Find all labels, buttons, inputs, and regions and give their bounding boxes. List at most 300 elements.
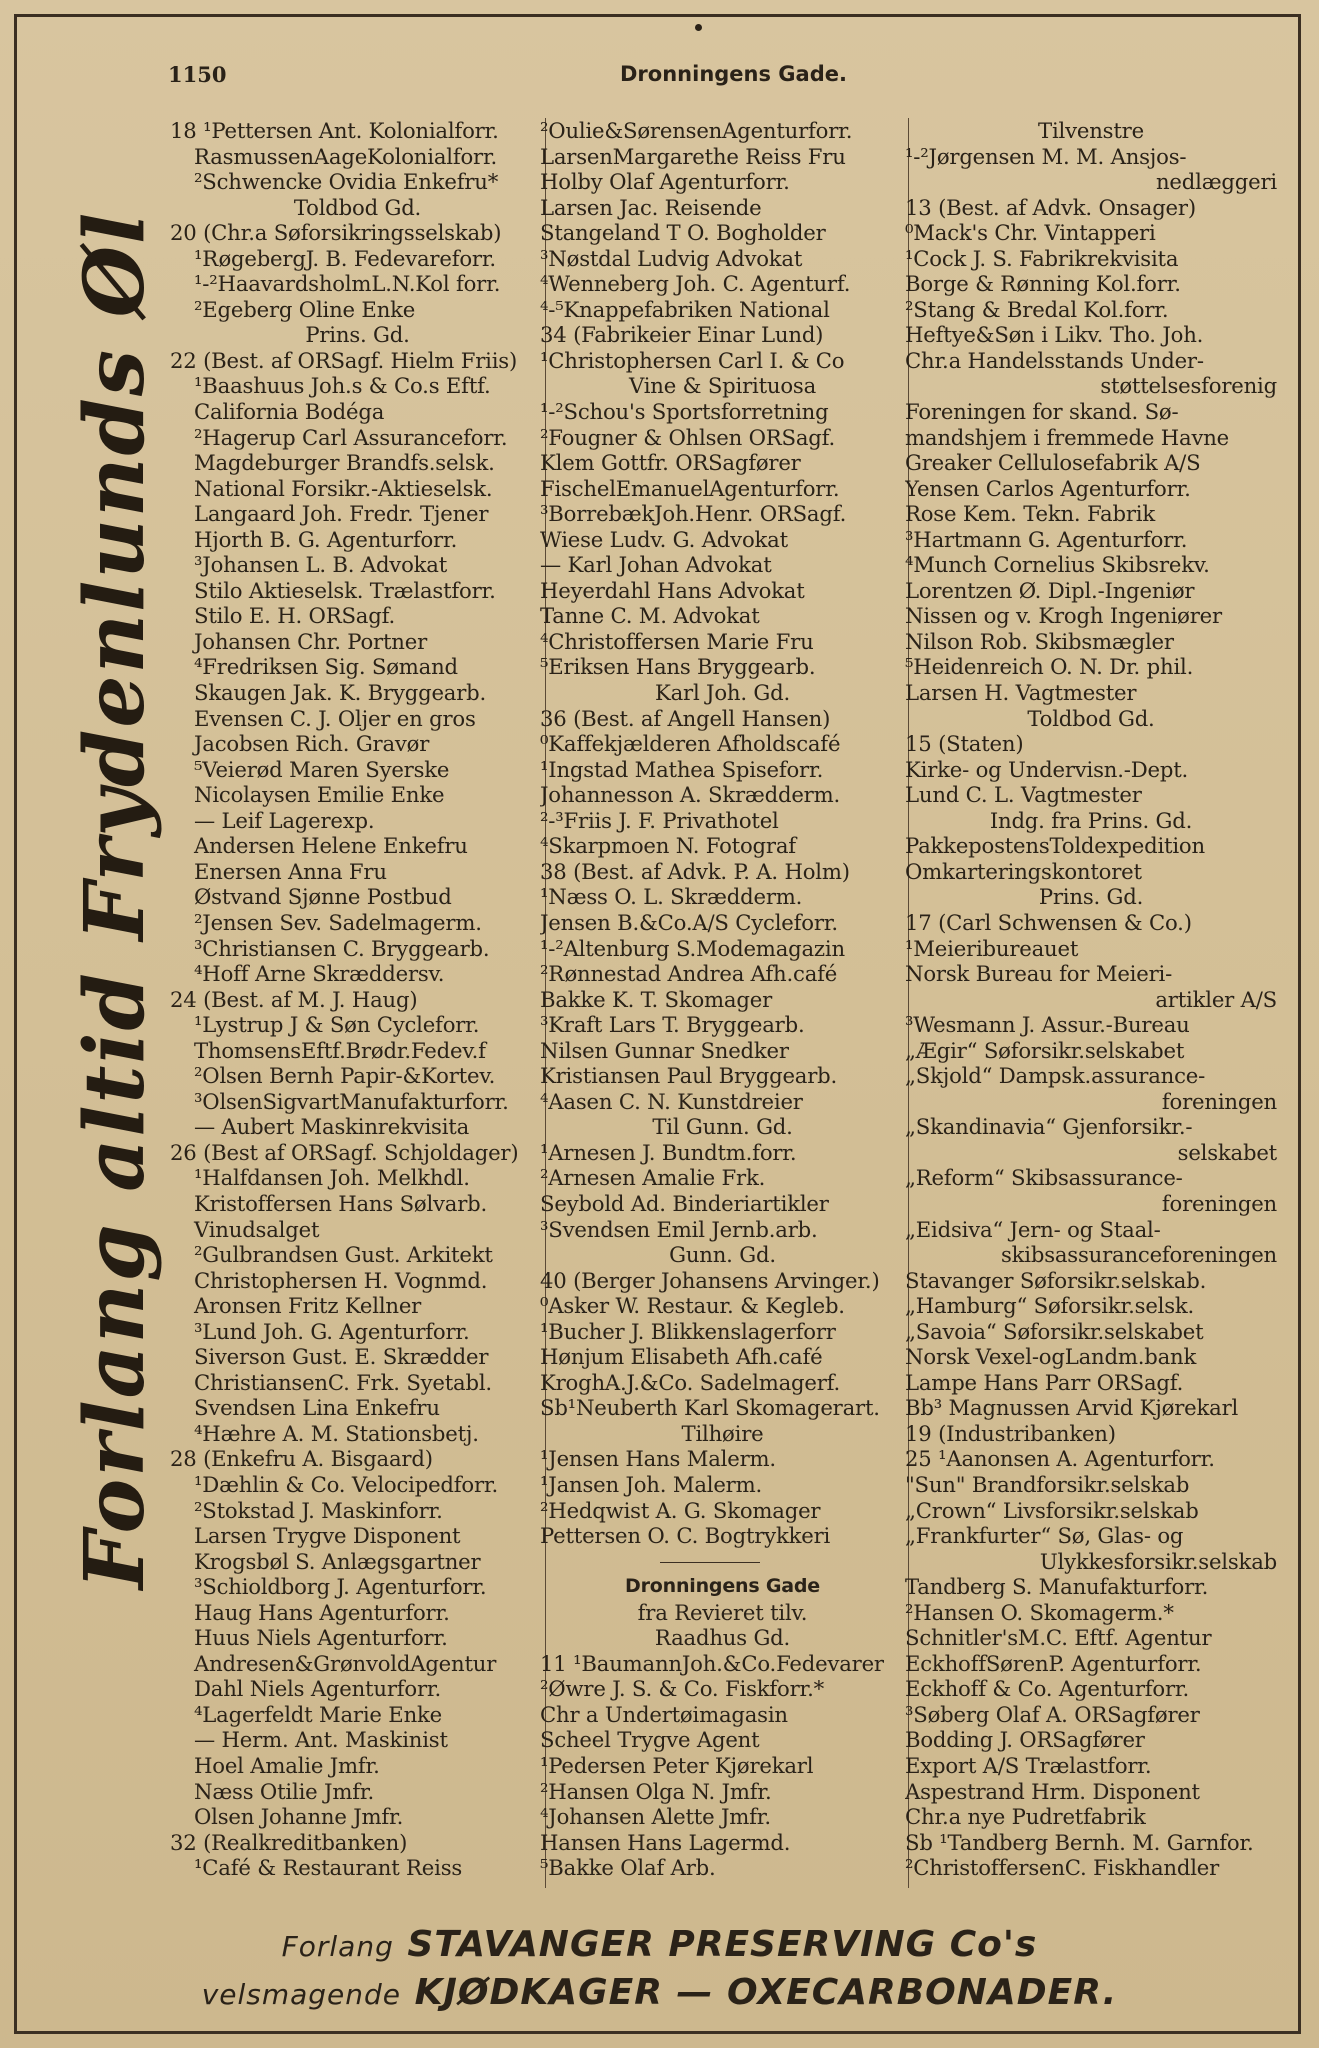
entry-text: ¹Baashuus Joh.s & Co.s Eftf.: [194, 373, 491, 399]
entry-text: fra Revieret tilv.: [637, 1599, 808, 1625]
entry-text: Tilhøire: [681, 1420, 764, 1446]
directory-entry: [905, 1370, 1277, 1396]
entry-text: ⁵Heidenreich O. N. Dr. phil.: [905, 654, 1194, 680]
directory-entry: [905, 118, 1277, 144]
directory-entry: [905, 859, 1277, 885]
directory-entry: [540, 476, 905, 502]
entry-text: Prins. Gd.: [1038, 884, 1144, 910]
directory-entry: [540, 1089, 905, 1115]
entry-text: ²Egeberg Oline Enke: [194, 296, 416, 322]
directory-entry: [905, 552, 1277, 578]
entry-text: Stangeland T O. Bogholder: [540, 220, 826, 246]
entry-text: Bb³ Magnussen Arvid Kjørekarl: [905, 1395, 1239, 1421]
directory-entry: [170, 884, 545, 910]
entry-text: ¹Jensen Hans Malerm.: [540, 1446, 776, 1472]
entry-text: Schnitler'sM.C. Eftf. Agentur: [905, 1625, 1212, 1651]
directory-entry: [540, 757, 905, 783]
entry-text: ²Fougner & Ohlsen ORSagf.: [540, 424, 836, 450]
entry-text: ³Nøstdal Ludvig Advokat: [540, 245, 803, 271]
directory-entry: [905, 629, 1277, 655]
directory-entry: [540, 195, 905, 221]
directory-entry: [905, 1319, 1277, 1345]
directory-entry: [540, 297, 905, 323]
directory-entry: [905, 1063, 1277, 1089]
entry-text: Olsen Johanne Jmfr.: [194, 1804, 404, 1830]
directory-entry: [905, 195, 1277, 221]
directory-entry: [905, 1727, 1277, 1753]
entry-text: Svendsen Lina Enkefru: [194, 1395, 440, 1421]
entry-text: PakkepostensToldexpedition: [905, 833, 1205, 859]
entry-text: Ulykkesforsikr.selskab: [1039, 1548, 1277, 1574]
entry-text: Østvand Sjønne Postbud: [194, 884, 452, 910]
entry-text: ¹Jansen Joh. Malerm.: [540, 1471, 763, 1497]
entry-text: ¹-²HaavardsholmL.N.Kol forr.: [194, 271, 501, 297]
directory-entry: [905, 757, 1277, 783]
directory-entry: [540, 1600, 905, 1626]
directory-entry: [170, 1319, 545, 1345]
directory-entry: [540, 1242, 905, 1268]
directory-entry: [170, 629, 545, 655]
directory-entry: [540, 271, 905, 297]
entry-text: Hjorth B. G. Agenturforr.: [194, 526, 458, 552]
entry-text: ²Schwencke Ovidia Enkefru*: [194, 169, 499, 195]
directory-entry: [540, 782, 905, 808]
entry-text: Lorentzen Ø. Dipl.-Ingeniør: [905, 577, 1195, 603]
directory-entry: [540, 1395, 905, 1421]
directory-entry: [170, 1063, 545, 1089]
directory-entry: [170, 271, 545, 297]
entry-text: Dronningens Gade: [625, 1575, 820, 1598]
entry-text: Toldbod Gd.: [1027, 705, 1155, 731]
entry-text: Toldbod Gd.: [293, 194, 422, 220]
entry-text: 24 (Best. af M. J. Haug): [170, 986, 418, 1012]
directory-entry: [540, 961, 905, 987]
entry-text: ⁰Kaffekjælderen Afholdscafé: [540, 731, 841, 757]
directory-entry: [540, 1498, 905, 1524]
entry-text: FischelEmanuelAgenturforr.: [540, 475, 840, 501]
entry-text: Lampe Hans Parr ORSagf.: [905, 1369, 1184, 1395]
directory-entry: [905, 322, 1277, 348]
entry-text: 19 (Industribanken): [905, 1420, 1116, 1446]
entry-text: ¹Dæhlin & Co. Velocipedforr.: [194, 1471, 499, 1497]
directory-entry: [170, 1268, 545, 1294]
entry-text: ¹Christophersen Carl I. & Co: [540, 347, 845, 373]
directory-entry: [905, 1395, 1277, 1421]
directory-entry: [905, 1855, 1277, 1881]
entry-text: Norsk Bureau for Meieri-: [905, 961, 1173, 987]
entry-text: foreningen: [1161, 1088, 1277, 1114]
directory-entry: [170, 1600, 545, 1626]
directory-entry: [540, 1114, 905, 1140]
entry-text: 40 (Berger Johansens Arvinger.): [540, 1267, 880, 1293]
entry-text: Indg. fra Prins. Gd.: [989, 807, 1193, 833]
directory-entry: [170, 425, 545, 451]
directory-column-2: [540, 118, 905, 1898]
entry-text: — Leif Lagerexp.: [194, 807, 375, 833]
directory-entry: [905, 1293, 1277, 1319]
entry-text: ¹RøgebergJ. B. Fedevareforr.: [194, 245, 496, 271]
entry-text: Omkarteringskontoret: [905, 858, 1142, 884]
directory-entry: [170, 680, 545, 706]
directory-entry: [540, 936, 905, 962]
directory-entry: [170, 1395, 545, 1421]
directory-entry: [905, 1191, 1277, 1217]
entry-text: Larsen H. Vagtmester: [905, 680, 1137, 706]
entry-text: Til Gunn. Gd.: [652, 1114, 793, 1140]
directory-entry: [540, 144, 905, 170]
footer-line1-prefix: Forlang: [281, 1930, 394, 1963]
entry-text: ⁰Asker W. Restaur. & Kegleb.: [540, 1293, 845, 1319]
entry-text: Tilvenstre: [1038, 118, 1144, 143]
directory-entry: [170, 399, 545, 425]
directory-entry: [905, 1651, 1277, 1677]
entry-text: „Frankfurter“ Sø, Glas- og: [905, 1523, 1184, 1549]
directory-entry: [540, 1804, 905, 1830]
entry-text: selskabet: [1177, 1139, 1277, 1165]
directory-entry: [905, 1089, 1277, 1115]
directory-entry: [905, 220, 1277, 246]
entry-text: 13 (Best. af Advk. Onsager): [905, 194, 1196, 220]
entry-text: 15 (Staten): [905, 731, 1024, 757]
directory-entry: [905, 271, 1277, 297]
directory-entry: [905, 706, 1277, 732]
directory-entry: [540, 552, 905, 578]
entry-text: støttelsesforenig: [1100, 373, 1277, 399]
directory-entry: [170, 1498, 545, 1524]
directory-entry: [905, 1523, 1277, 1549]
directory-entry: [540, 1165, 905, 1191]
entry-text: ²Hansen Olga N. Jmfr.: [540, 1778, 772, 1804]
directory-entry: [540, 118, 905, 144]
directory-entry: [170, 169, 545, 195]
directory-entry: [170, 757, 545, 783]
entry-text: ²Stang & Bredal Kol.forr.: [905, 296, 1169, 322]
directory-entry: [170, 1753, 545, 1779]
directory-entry: [540, 833, 905, 859]
directory-entry: [905, 680, 1277, 706]
directory-entry: [170, 1523, 545, 1549]
page-number: 1150: [168, 62, 227, 87]
entry-text: 22 (Best. af ORSagf. Hielm Friis): [170, 347, 518, 373]
directory-entry: [905, 246, 1277, 272]
directory-entry: [170, 1165, 545, 1191]
entry-text: 34 (Fabrikeier Einar Lund): [540, 322, 824, 348]
directory-entry: [170, 603, 545, 629]
entry-text: Stilo Aktieselsk. Trælastforr.: [194, 577, 496, 603]
page-header: [0, 62, 1319, 92]
directory-entry: [905, 1421, 1277, 1447]
entry-text: ³Wesmann J. Assur.-Bureau: [905, 1012, 1190, 1038]
footer-line1-main: STAVANGER PRESERVING Co's: [407, 1924, 1038, 1965]
entry-text: ³Søberg Olaf A. ORSagfører: [905, 1701, 1200, 1727]
directory-entry: [540, 731, 905, 757]
directory-entry: [170, 1830, 545, 1856]
entry-text: ⁴Aasen C. N. Kunstdreier: [540, 1088, 803, 1114]
entry-text: Nilsen Gunnar Snedker: [540, 1037, 789, 1063]
entry-text: Borge & Rønning Kol.forr.: [905, 271, 1181, 297]
entry-text: Jacobsen Rich. Gravør: [194, 731, 430, 757]
entry-text: ⁴Hæhre A. M. Stationsbetj.: [194, 1420, 479, 1446]
directory-entry: [170, 910, 545, 936]
entry-text: Langaard Joh. Fredr. Tjener: [194, 501, 489, 527]
directory-entry: [905, 1600, 1277, 1626]
directory-entry: [540, 348, 905, 374]
entry-text: ²ChristoffersenC. Fiskhandler: [905, 1855, 1220, 1881]
entry-text: Bodding J. ORSagfører: [905, 1727, 1145, 1753]
directory-entry: [905, 399, 1277, 425]
entry-text: Aronsen Fritz Kellner: [194, 1293, 422, 1319]
entry-text: Nicolaysen Emilie Enke: [194, 782, 445, 808]
entry-text: ²Hagerup Carl Assuranceforr.: [194, 424, 508, 450]
entry-text: Skaugen Jak. K. Bryggearb.: [194, 680, 487, 706]
directory-entry: [905, 936, 1277, 962]
entry-text: Pettersen O. C. Bogtrykkeri: [540, 1523, 831, 1549]
directory-entry: [905, 1140, 1277, 1166]
directory-entry: [905, 1676, 1277, 1702]
entry-text: Karl Joh. Gd.: [654, 680, 791, 706]
directory-entry: [905, 808, 1277, 834]
directory-entry: [540, 220, 905, 246]
entry-text: Norsk Vexel-ogLandm.bank: [905, 1344, 1197, 1370]
entry-text: „Savoia“ Søforsikr.selskabet: [905, 1318, 1204, 1344]
entry-text: ⁵Veierød Maren Syerske: [194, 756, 450, 782]
entry-text: Johannesson A. Skrædderm.: [540, 782, 841, 808]
directory-entry: [540, 629, 905, 655]
entry-text: Klem Gottfr. ORSagfører: [540, 450, 801, 476]
entry-text: Sb ¹Tandberg Bernh. M. Garnfor.: [905, 1829, 1254, 1855]
directory-entry: [905, 1012, 1277, 1038]
entry-text: Hansen Hans Lagermd.: [540, 1829, 791, 1855]
entry-text: ⁵Bakke Olaf Arb.: [540, 1855, 716, 1881]
directory-entry: [540, 373, 905, 399]
entry-text: Næss Otilie Jmfr.: [194, 1778, 374, 1804]
entry-text: 26 (Best af ORSagf. Schjoldager): [170, 1139, 519, 1165]
directory-entry: [905, 1165, 1277, 1191]
directory-entry: [540, 1779, 905, 1805]
directory-entry: [170, 501, 545, 527]
directory-entry: [170, 552, 545, 578]
directory-entry: [170, 1625, 545, 1651]
directory-entry: [170, 1446, 545, 1472]
directory-entry: [905, 1038, 1277, 1064]
directory-entry: [905, 910, 1277, 936]
entry-text: ³Christiansen C. Bryggearb.: [194, 935, 490, 961]
entry-text: ThomsensEftf.Brødr.Fedev.f: [194, 1037, 486, 1063]
directory-entry: [540, 1370, 905, 1396]
directory-entry: [170, 1217, 545, 1243]
entry-text: ²-³Friis J. F. Privathotel: [540, 807, 779, 833]
directory-entry: [540, 808, 905, 834]
directory-entry: [170, 1114, 545, 1140]
directory-entry: [170, 1089, 545, 1115]
directory-entry: [540, 1753, 905, 1779]
directory-entry: [540, 450, 905, 476]
entry-text: Tanne C. M. Advokat: [540, 603, 760, 629]
directory-entry: [170, 1293, 545, 1319]
directory-entry: [170, 246, 545, 272]
directory-entry: [170, 961, 545, 987]
entry-text: National Forsikr.-Aktieselsk.: [194, 475, 493, 501]
directory-entry: [170, 450, 545, 476]
directory-entry: [540, 1421, 905, 1447]
directory-entry: [905, 987, 1277, 1013]
entry-text: Christophersen H. Vognmd.: [194, 1267, 488, 1293]
entry-text: Eckhoff & Co. Agenturforr.: [905, 1676, 1190, 1702]
entry-text: Siverson Gust. E. Skrædder: [194, 1344, 489, 1370]
entry-text: Larsen Trygve Disponent: [194, 1523, 461, 1549]
directory-entry: [905, 1804, 1277, 1830]
entry-text: ¹Pedersen Peter Kjørekarl: [540, 1753, 814, 1778]
directory-entry: [540, 910, 905, 936]
directory-entry: [540, 884, 905, 910]
entry-text: Vinudsalget: [194, 1216, 320, 1242]
footer-advert: [0, 1922, 1319, 2018]
directory-entry: [905, 1242, 1277, 1268]
directory-entry: [540, 1140, 905, 1166]
sidebar-advert-text: Forlang altid Frydenlunds Øl: [67, 210, 163, 1590]
directory-entry: [540, 859, 905, 885]
entry-text: ⁰Mack's Chr. Vintapperi: [905, 220, 1156, 246]
directory-entry: [905, 654, 1277, 680]
directory-entry: [905, 884, 1277, 910]
entry-text: Export A/S Trælastforr.: [905, 1753, 1152, 1778]
entry-text: Lund C. L. Vagtmester: [905, 782, 1142, 808]
entry-text: „Skjold“ Dampsk.assurance-: [905, 1063, 1206, 1089]
entry-text: Seybold Ad. Binderiartikler: [540, 1190, 829, 1216]
directory-entry: [905, 961, 1277, 987]
entry-text: ³Hartmann G. Agenturforr.: [905, 526, 1188, 552]
directory-entry: [905, 297, 1277, 323]
directory-entry: [540, 1625, 905, 1651]
directory-entry: [170, 144, 545, 170]
street-title: Dronningens Gade.: [620, 62, 847, 86]
entry-text: Enersen Anna Fru: [194, 858, 387, 884]
entry-text: 38 (Best. af Advk. P. A. Holm): [540, 858, 850, 884]
directory-entry: [170, 833, 545, 859]
directory-entry: [905, 1498, 1277, 1524]
directory-entry: [170, 373, 545, 399]
directory-entry: [905, 1779, 1277, 1805]
entry-text: ¹Bucher J. Blikkenslagerforr: [540, 1318, 836, 1344]
entry-text: Hønjum Elisabeth Afh.café: [540, 1344, 823, 1370]
entry-text: ²Oulie&SørensenAgenturforr.: [540, 118, 853, 143]
entry-text: Vine & Spirituosa: [629, 373, 816, 399]
directory-entry: [540, 501, 905, 527]
directory-entry: [905, 144, 1277, 170]
directory-entry: [905, 1114, 1277, 1140]
directory-entry: [540, 1651, 905, 1677]
directory-entry: [905, 1625, 1277, 1651]
directory-entry: [905, 501, 1277, 527]
entry-text: Huus Niels Agenturforr.: [194, 1625, 448, 1651]
directory-entry: [540, 399, 905, 425]
entry-text: Scheel Trygve Agent: [540, 1727, 760, 1753]
directory-entry: [170, 1421, 545, 1447]
entry-text: „Eidsiva“ Jern- og Staal-: [905, 1216, 1161, 1242]
directory-entry: [170, 1779, 545, 1805]
entry-text: 18 ¹Pettersen Ant. Kolonialforr.: [170, 118, 499, 143]
directory-entry: [170, 782, 545, 808]
directory-entry: [905, 1549, 1277, 1575]
directory-entry: [170, 1651, 545, 1677]
directory-entry: [540, 987, 905, 1013]
entry-text: ³Svendsen Emil Jernb.arb.: [540, 1216, 818, 1242]
directory-entry: [170, 322, 545, 348]
entry-text: ⁴Johansen Alette Jmfr.: [540, 1804, 771, 1830]
entry-text: 25 ¹Aanonsen A. Agenturforr.: [905, 1446, 1215, 1472]
directory-entry: [540, 1217, 905, 1243]
entry-text: ³BorrebækJoh.Henr. ORSagf.: [540, 501, 847, 527]
header-dot: [695, 24, 702, 31]
entry-text: ²Hansen O. Skomagerm.*: [905, 1599, 1174, 1625]
entry-text: Hoel Amalie Jmfr.: [194, 1753, 380, 1778]
directory-entry: [540, 1830, 905, 1856]
entry-text: Bakke K. T. Skomager: [540, 986, 772, 1012]
entry-text: ¹Lystrup J & Søn Cycleforr.: [194, 1012, 480, 1038]
entry-text: ³Schioldborg J. Agenturforr.: [194, 1574, 487, 1600]
directory-entry: [540, 1702, 905, 1728]
directory-entry: [170, 1702, 545, 1728]
directory-entry: [905, 1574, 1277, 1600]
entry-text: Prins. Gd.: [305, 322, 410, 348]
entry-text: ¹Næss O. L. Skrædderm.: [540, 884, 803, 910]
entry-text: Evensen C. J. Oljer en gros: [194, 705, 476, 731]
entry-text: ³OlsenSigvartManufakturforr.: [194, 1088, 509, 1114]
entry-text: ChristiansenC. Frk. Syetabl.: [194, 1369, 492, 1395]
directory-entry: [170, 476, 545, 502]
directory-entry: [905, 833, 1277, 859]
entry-text: ³Lund Joh. G. Agenturforr.: [194, 1318, 470, 1344]
directory-entry: [170, 731, 545, 757]
directory-entry: [170, 1804, 545, 1830]
entry-text: ²Hedqwist A. G. Skomager: [540, 1497, 821, 1523]
entry-text: Chr.a Handelsstands Under-: [905, 347, 1204, 373]
entry-text: ¹Café & Restaurant Reiss: [194, 1855, 463, 1881]
entry-text: Haug Hans Agenturforr.: [194, 1599, 450, 1625]
entry-text: "Sun" Brandforsikr.selskab: [905, 1471, 1190, 1497]
directory-entry: [905, 476, 1277, 502]
entry-text: LarsenMargarethe Reiss Fru: [540, 143, 846, 169]
directory-entry: [170, 195, 545, 221]
directory-entry: [905, 348, 1277, 374]
entry-text: ³Johansen L. B. Advokat: [194, 552, 448, 578]
directory-entry: [540, 1472, 905, 1498]
entry-text: mandshjem i fremmede Havne: [905, 424, 1230, 450]
entry-text: Heftye&Søn i Likv. Tho. Joh.: [905, 322, 1204, 348]
directory-entry: [540, 1268, 905, 1294]
entry-text: ²Jensen Sev. Sadelmagerm.: [194, 909, 482, 935]
entry-text: Yensen Carlos Agenturforr.: [905, 475, 1191, 501]
directory-entry: [170, 1140, 545, 1166]
entry-text: RasmussenAageKolonialforr.: [194, 143, 498, 169]
entry-text: Greaker Cellulosefabrik A/S: [905, 450, 1201, 476]
directory-entry: [170, 118, 545, 144]
directory-entry: [540, 1574, 905, 1600]
directory-entry: [540, 1676, 905, 1702]
directory-entry: [540, 706, 905, 732]
entry-text: Andresen&GrønvoldAgentur: [194, 1650, 497, 1676]
directory-entry: [170, 1344, 545, 1370]
directory-entry: [170, 1012, 545, 1038]
entry-text: ¹Cock J. S. Fabrikrekvisita: [905, 245, 1179, 271]
entry-text: — Karl Johan Advokat: [540, 552, 772, 578]
directory-entry: [540, 654, 905, 680]
entry-text: ²Olsen Bernh Papir-&Kortev.: [194, 1063, 496, 1089]
entry-text: KroghA.J.&Co. Sadelmagerf.: [540, 1369, 841, 1395]
entry-text: 17 (Carl Schwensen & Co.): [905, 909, 1192, 935]
directory-entry: [540, 603, 905, 629]
directory-entry: [905, 1268, 1277, 1294]
